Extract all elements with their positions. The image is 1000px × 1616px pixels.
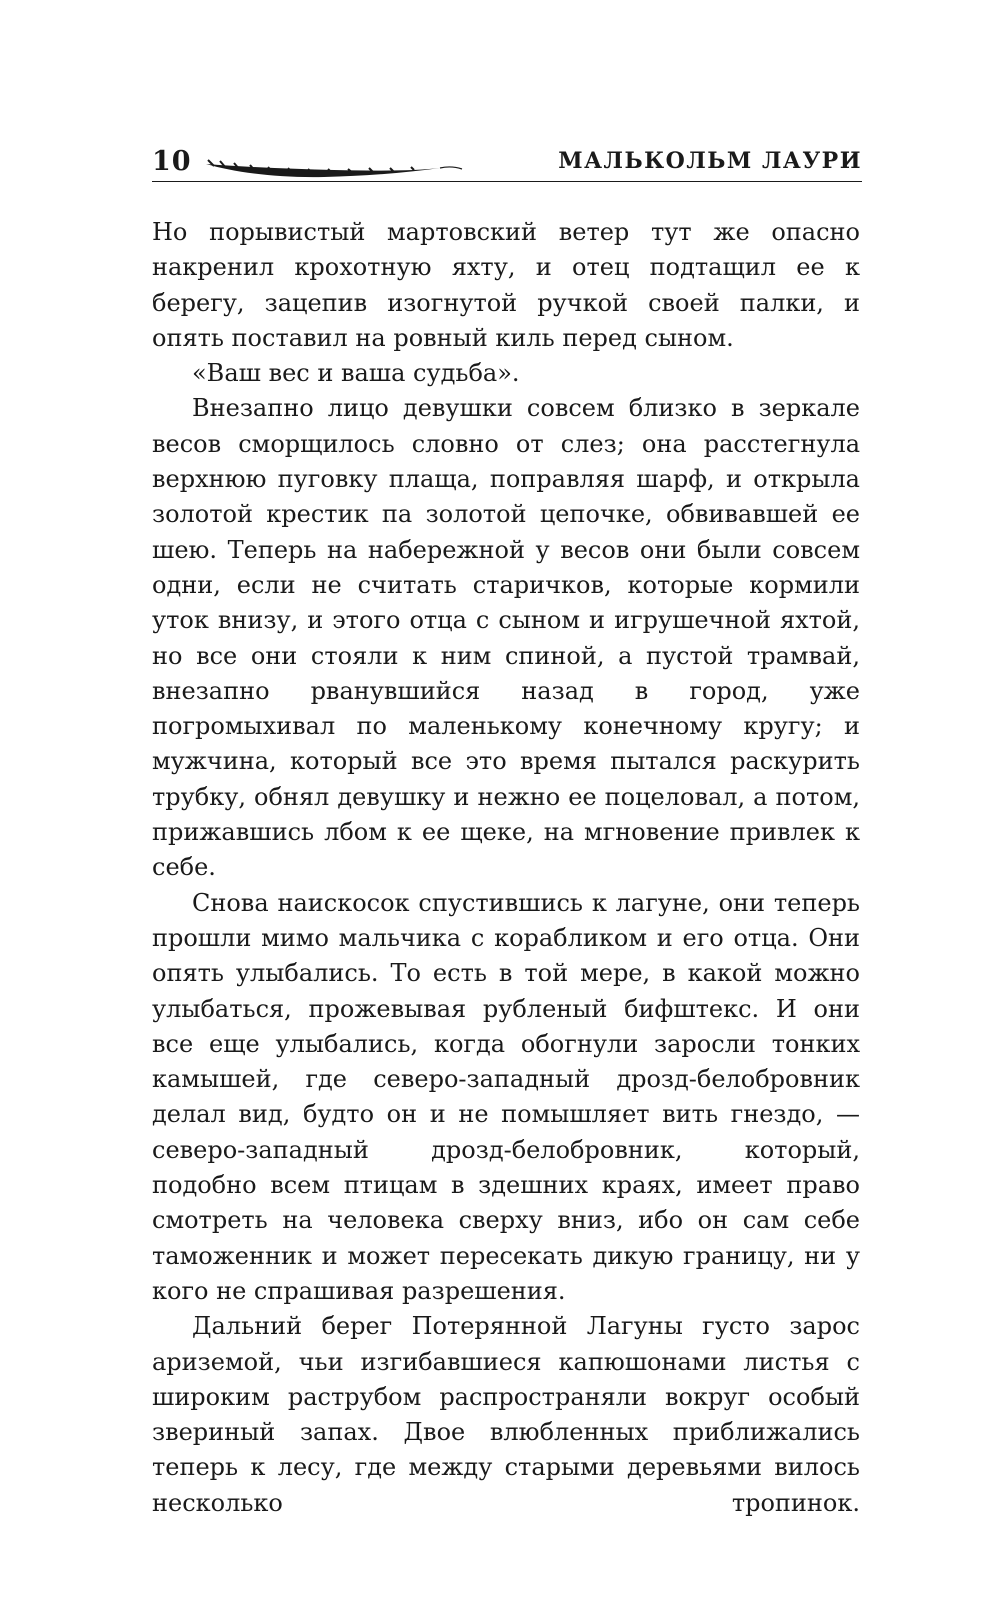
header-rule — [152, 181, 862, 182]
feather-ornament-icon — [204, 158, 464, 182]
paragraph: Дальний берег Потерянной Лагуны густо зарос ариземой, чьи изгибавшиеся капюшонами листья с широким раструбом распространяли вокруг особый звериный запах. Двое влюбленных приближались теперь к лесу, где между старыми деревьями вилось несколько тропинок. — [152, 1312, 860, 1517]
paragraph: Но порывистый мартовский ветер тут же опасно накренил крохотную яхту, и отец подтащил ее к берегу, зацепив изогнутой ручкой своей палки, и опять поставил на ровный киль перед сыном. — [152, 218, 860, 352]
body-text — [152, 215, 860, 1521]
running-title: МАЛЬКОЛЬМ ЛАУРИ — [558, 148, 862, 174]
paragraph: «Ваш вес и ваша судьба». — [192, 359, 520, 388]
running-header — [152, 140, 862, 182]
paragraph: Внезапно лицо девушки совсем близко в зеркале весов сморщилось словно от слез; она расстегнула верхнюю пуговку плаща, поправляя шарф, и открыла золотой крестик па золотой цепочке, обвивавшей ее шею. Теперь на набережной у весов они были совсем одни, если не считать старичков, которые кормили уток внизу, и этого отца с сыном и игрушечной яхтой, но все они стояли к ним спиной, а пустой трамвай, внезапно рванувшийся назад в город, уже погромыхивал по маленькому конечному кругу; и мужчина, который все это время пытался раскурить трубку, обнял девушку и нежно ее поцеловал, а потом, прижавшись лбом к ее щеке, на мгновение привлек к себе. — [152, 394, 860, 882]
page-number: 10 — [152, 146, 192, 177]
paragraph: Снова наискосок спустившись к лагуне, они теперь прошли мимо мальчика с корабликом и его отца. Они опять улыбались. То есть в той мере, в какой можно улыбаться, прожевывая рубленый бифштекс. И они все еще улыбались, когда обогнули заросли тонких камышей, где северо-западный дрозд-белобровник делал вид, будто он и не помышляет вить гнездо, — северо-западный дрозд-белобровник, который, подобно всем птицам в здешних краях, имеет право смотреть на человека сверху вниз, ибо он сам себе таможенник и может пересекать дикую границу, ни у кого не спрашивая разрешения. — [152, 888, 860, 1305]
